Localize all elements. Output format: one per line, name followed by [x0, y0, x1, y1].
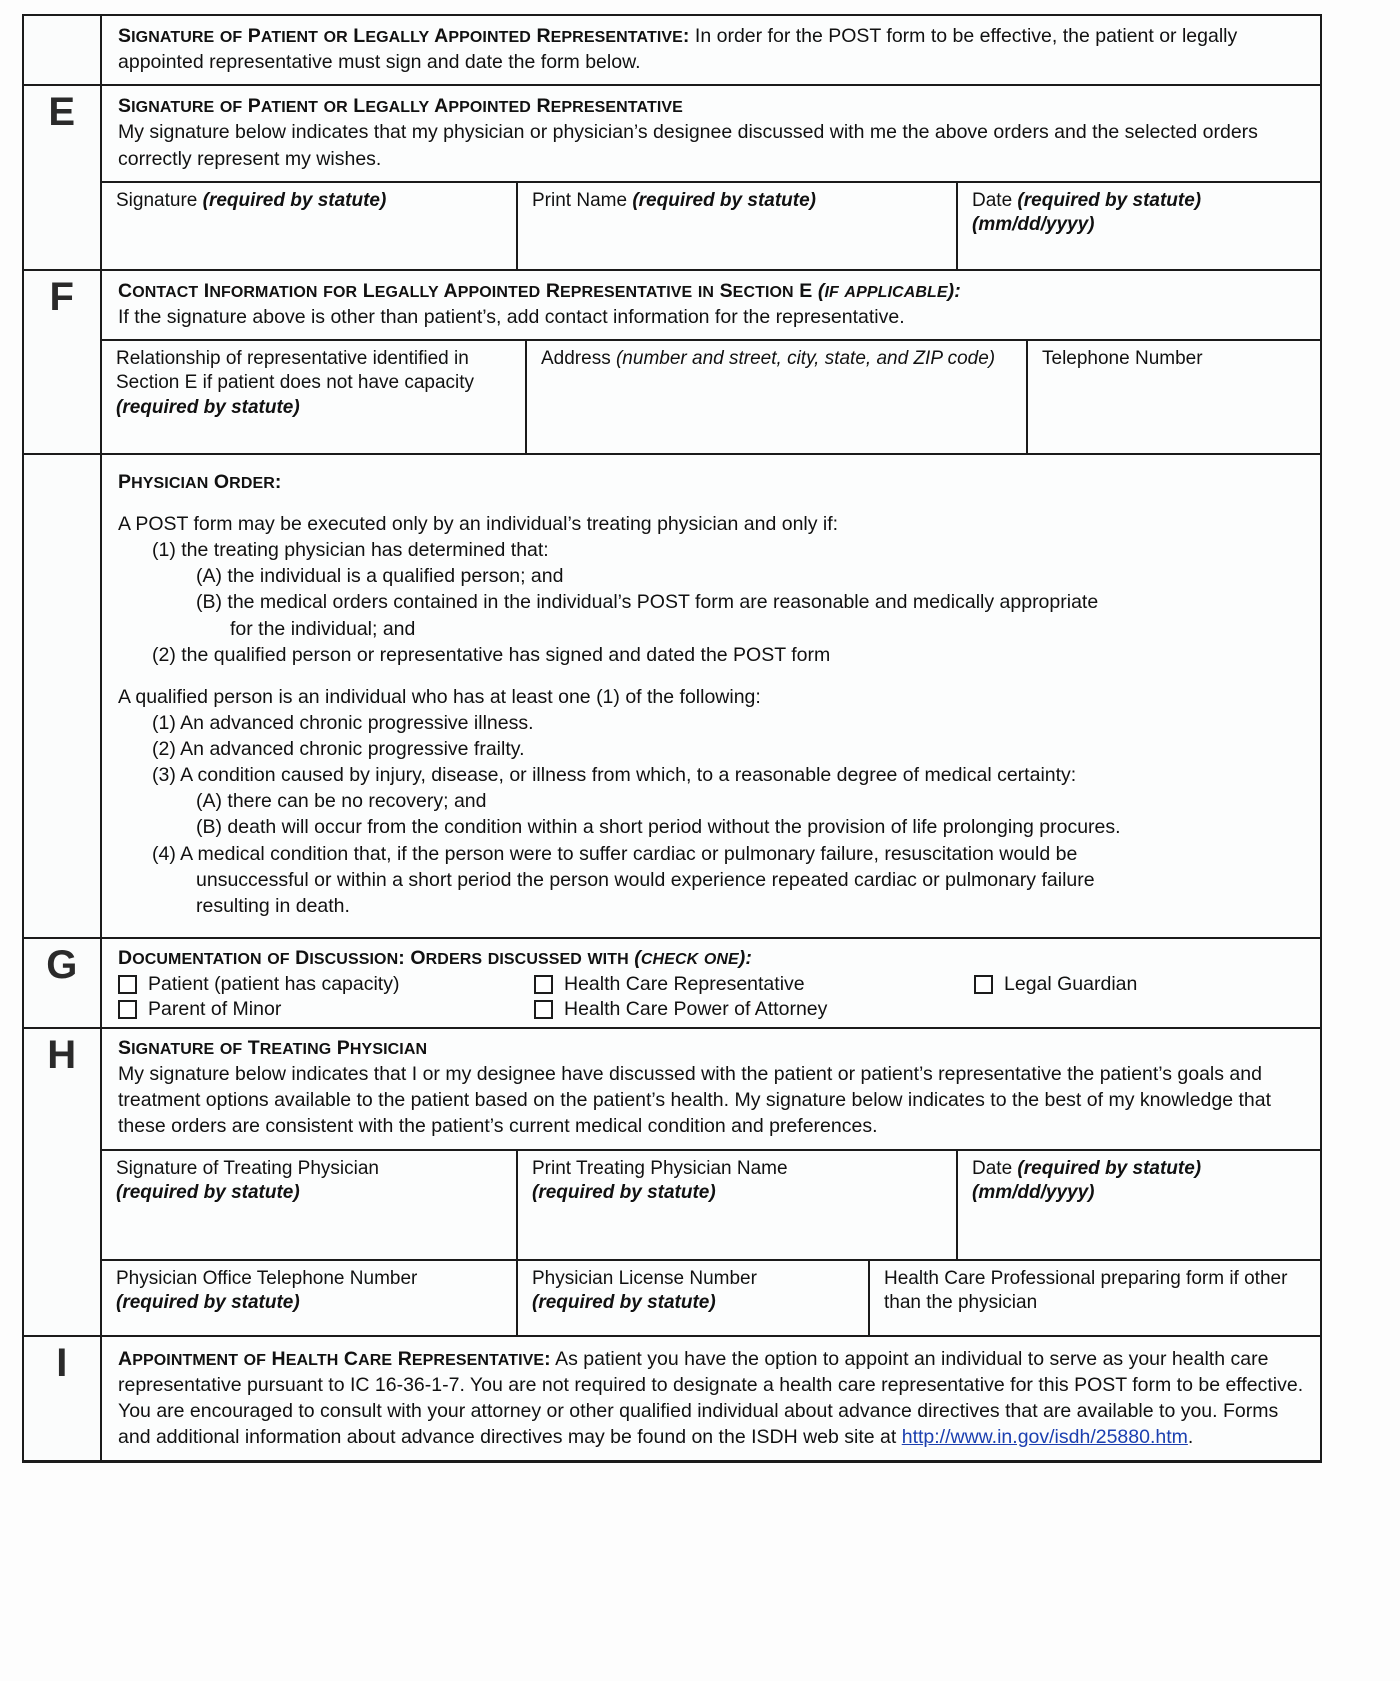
section-h-fields-row-2: [102, 1259, 1320, 1335]
checkbox-box-icon[interactable]: [118, 975, 137, 994]
section-e-intro-detail: In order for the POST form to be effective, the patient or legally appointed representative must sign and date the form below.: [118, 25, 1238, 74]
section-e-intro-body: [102, 16, 1320, 84]
section-letter-f-text: F: [49, 274, 75, 319]
signature-field-note: (required by statute): [202, 189, 387, 211]
section-h-fields-row-1: [102, 1149, 1320, 1259]
physician-order-body: [102, 455, 1320, 937]
section-f-heading-if-applicable: (IF APPLICABLE):: [812, 279, 961, 302]
physician-order-item-1: (1) the treating physician has determined that:: [152, 539, 549, 562]
section-i-text: As patient you have the option to appoint an individual to serve as your health care representative pursuant to IC 16-36-1-7. You are not required to designate a health care representative for this POST form to be effective. You are encouraged to consult with your attorney or other qualified individual about advance directives that are available to you. Forms and additional information about advance directives may be found on the ISDH web site at: [118, 1347, 1304, 1448]
section-g-heading-rest: ORDERS DISCUSSED WITH: [404, 946, 629, 969]
section-letter-i-text: I: [56, 1340, 68, 1385]
checkbox-label: Legal Guardian: [1004, 973, 1138, 995]
physician-order-item-1a: (A) the individual is a qualified person; and: [196, 565, 564, 588]
physician-order-intro2: A qualified person is an individual who has at least one (1) of the following:: [118, 685, 761, 708]
qualified-person-item-1: (1) An advanced chronic progressive illness.: [152, 711, 534, 734]
section-f-heading: CONTACT INFORMATION FOR LEGALLY APPOINTED REPRESENTATIVE IN SECTION E: [118, 279, 813, 302]
physician-office-phone-note: (required by statute): [116, 1291, 300, 1313]
qualified-person-item-4-cont1: unsuccessful or within a short period the person would experience repeated cardiac or pulmonary failure: [196, 868, 1095, 891]
print-name-field-label: Print Name: [532, 189, 633, 211]
physician-order-item-2: (2) the qualified person or representative has signed and dated the POST form: [152, 643, 831, 666]
section-letter-e: [24, 86, 102, 268]
physician-order-item-1b: (B) the medical orders contained in the individual’s POST form are reasonable and medically appropriate: [196, 591, 1099, 614]
checkbox-box-icon[interactable]: [534, 975, 553, 994]
physician-print-name-field[interactable]: [518, 1151, 958, 1259]
checkbox-parent-of-minor[interactable]: [118, 998, 534, 1021]
checkbox-label: Patient (patient has capacity): [148, 973, 400, 995]
preparer-field-label: Health Care Professional preparing form if other than the physician: [884, 1267, 1288, 1313]
section-letter-blank: [24, 16, 102, 84]
section-g-heading-line: [118, 945, 1308, 971]
checkbox-patient-has-capacity[interactable]: [118, 973, 534, 996]
qualified-person-item-3a: (A) there can be no recovery; and: [196, 790, 487, 813]
section-e-text: My signature below indicates that my physician or physician’s designee discussed with me the above orders and the selected orders correctly represent my wishes.: [118, 121, 1258, 170]
section-g-heading-check-one: (CHECK ONE):: [634, 946, 752, 969]
checkbox-label: Health Care Representative: [564, 973, 805, 995]
physician-order-item-1b-cont: for the individual; and: [230, 617, 416, 640]
section-i-body: [102, 1337, 1320, 1461]
physician-date-field-label: Date: [972, 1157, 1018, 1179]
address-field[interactable]: [527, 341, 1028, 453]
qualified-person-item-2: (2) An advanced chronic progressive frailty.: [152, 738, 525, 760]
section-letter-h: [24, 1029, 102, 1335]
post-form-table: [22, 14, 1322, 1463]
physician-date-field[interactable]: [958, 1151, 1320, 1259]
address-field-label: Address: [541, 347, 616, 369]
physician-order-intro: A POST form may be executed only by an individual’s treating physician and only if:: [118, 513, 839, 535]
section-g-row: [24, 939, 1320, 1029]
section-i-text-end: .: [1187, 1425, 1194, 1448]
relationship-field-label: Relationship of representative identified in Section E if patient does not have capacity: [116, 347, 475, 394]
date-field-note: (required by statute): [1017, 189, 1202, 211]
physician-print-name-field-note: (required by statute): [532, 1181, 716, 1203]
section-i-heading: APPOINTMENT OF HEALTH CARE REPRESENTATIVE:: [118, 1347, 551, 1370]
section-letter-e-text: E: [48, 90, 76, 135]
relationship-field[interactable]: [102, 341, 527, 453]
qualified-person-item-3b: (B) death will occur from the condition within a short period without the provision of life prolonging procures.: [196, 816, 1121, 839]
section-i-text-block: [118, 1346, 1308, 1451]
section-f-row: [24, 271, 1320, 455]
date-field[interactable]: [958, 183, 1320, 269]
physician-signature-field-note: (required by statute): [116, 1181, 300, 1203]
section-e-intro-heading: SIGNATURE OF PATIENT OR LEGALLY APPOINTED REPRESENTATIVE:: [118, 25, 690, 47]
section-e-row: [24, 86, 1320, 270]
section-h-text: My signature below indicates that I or my designee have discussed with the patient or patient’s representative the patient’s goals and treatment options available to the patient based on the patient’s health. My signature below indicates to the best of my knowledge that these orders are consistent with the patient’s current medical condition and preferences.: [118, 1063, 1272, 1138]
physician-office-phone-field[interactable]: [102, 1261, 518, 1335]
signature-field[interactable]: [102, 183, 518, 269]
section-g-body: [102, 939, 1320, 1027]
section-f-body: [102, 271, 1320, 453]
print-name-field-note: (required by statute): [632, 189, 817, 211]
print-name-field[interactable]: [518, 183, 958, 269]
physician-signature-field-label: Signature of Treating Physician: [116, 1157, 379, 1179]
checkbox-legal-guardian[interactable]: [974, 973, 1308, 996]
physician-print-name-field-label: Print Treating Physician Name: [532, 1157, 788, 1179]
section-h-row: [24, 1029, 1320, 1337]
checkbox-box-icon[interactable]: [534, 1000, 553, 1019]
section-letter-f: [24, 271, 102, 453]
physician-license-label: Physician License Number: [532, 1267, 757, 1289]
physician-order-row: [24, 455, 1320, 939]
section-letter-i: [24, 1337, 102, 1461]
section-e-intro-text: [118, 23, 1308, 75]
section-f-heading-line: [118, 278, 1308, 304]
signature-field-label: Signature: [116, 189, 203, 211]
qualified-person-item-4: (4) A medical condition that, if the person were to suffer cardiac or pulmonary failure, resuscitation would be: [152, 842, 1078, 865]
physician-date-field-note: (required by statute): [1017, 1157, 1202, 1179]
section-h-body: [102, 1029, 1320, 1335]
section-g-checkbox-row-2: [118, 998, 1308, 1021]
physician-license-note: (required by statute): [532, 1291, 716, 1313]
checkbox-box-icon[interactable]: [974, 975, 993, 994]
section-e-intro-row: [24, 16, 1320, 86]
qualified-person-item-3: (3) A condition caused by injury, disease, or illness from which, to a reasonable degree of medical certainty:: [152, 764, 1077, 787]
section-i-row: [24, 1337, 1320, 1461]
checkbox-health-care-representative[interactable]: [534, 973, 974, 996]
physician-order-heading: PHYSICIAN ORDER:: [118, 470, 282, 493]
section-letter-h-text: H: [47, 1033, 77, 1077]
physician-date-field-format: (mm/dd/yyyy): [972, 1181, 1095, 1203]
checkbox-label: Parent of Minor: [148, 998, 282, 1020]
address-field-note: (number and street, city, state, and ZIP code): [615, 347, 996, 369]
date-field-label: Date: [972, 189, 1018, 211]
section-e-heading: SIGNATURE OF PATIENT OR LEGALLY APPOINTED REPRESENTATIVE: [118, 95, 683, 118]
checkbox-health-care-power-of-attorney[interactable]: [534, 998, 974, 1021]
section-e-body: [102, 86, 1320, 268]
section-g-heading: DOCUMENTATION OF DISCUSSION:: [118, 946, 405, 969]
section-g-checkbox-row-1: [118, 973, 1308, 996]
section-letter-g: [24, 939, 102, 1027]
physician-license-field[interactable]: [518, 1261, 870, 1335]
section-f-fields: [102, 339, 1320, 453]
section-h-heading: SIGNATURE OF TREATING PHYSICIAN: [118, 1037, 428, 1059]
qualified-person-item-4-cont2: resulting in death.: [196, 894, 350, 917]
physician-office-phone-label: Physician Office Telephone Number: [116, 1267, 418, 1289]
preparer-field[interactable]: [870, 1261, 1320, 1335]
checkbox-box-icon[interactable]: [118, 1000, 137, 1019]
telephone-field[interactable]: [1028, 341, 1320, 453]
date-field-format: (mm/dd/yyyy): [972, 213, 1095, 235]
physician-signature-field[interactable]: [102, 1151, 518, 1259]
section-e-fields: [102, 181, 1320, 269]
relationship-field-note: (required by statute): [116, 396, 300, 418]
section-letter-blank-2: [24, 455, 102, 937]
checkbox-label: Health Care Power of Attorney: [564, 998, 828, 1020]
section-letter-g-text: G: [46, 942, 78, 987]
telephone-field-label: Telephone Number: [1042, 347, 1203, 369]
section-f-text: If the signature above is other than patient’s, add contact information for the representative.: [118, 305, 905, 328]
isdh-advance-directives-link[interactable]: http://www.in.gov/isdh/25880.htm: [901, 1425, 1188, 1448]
